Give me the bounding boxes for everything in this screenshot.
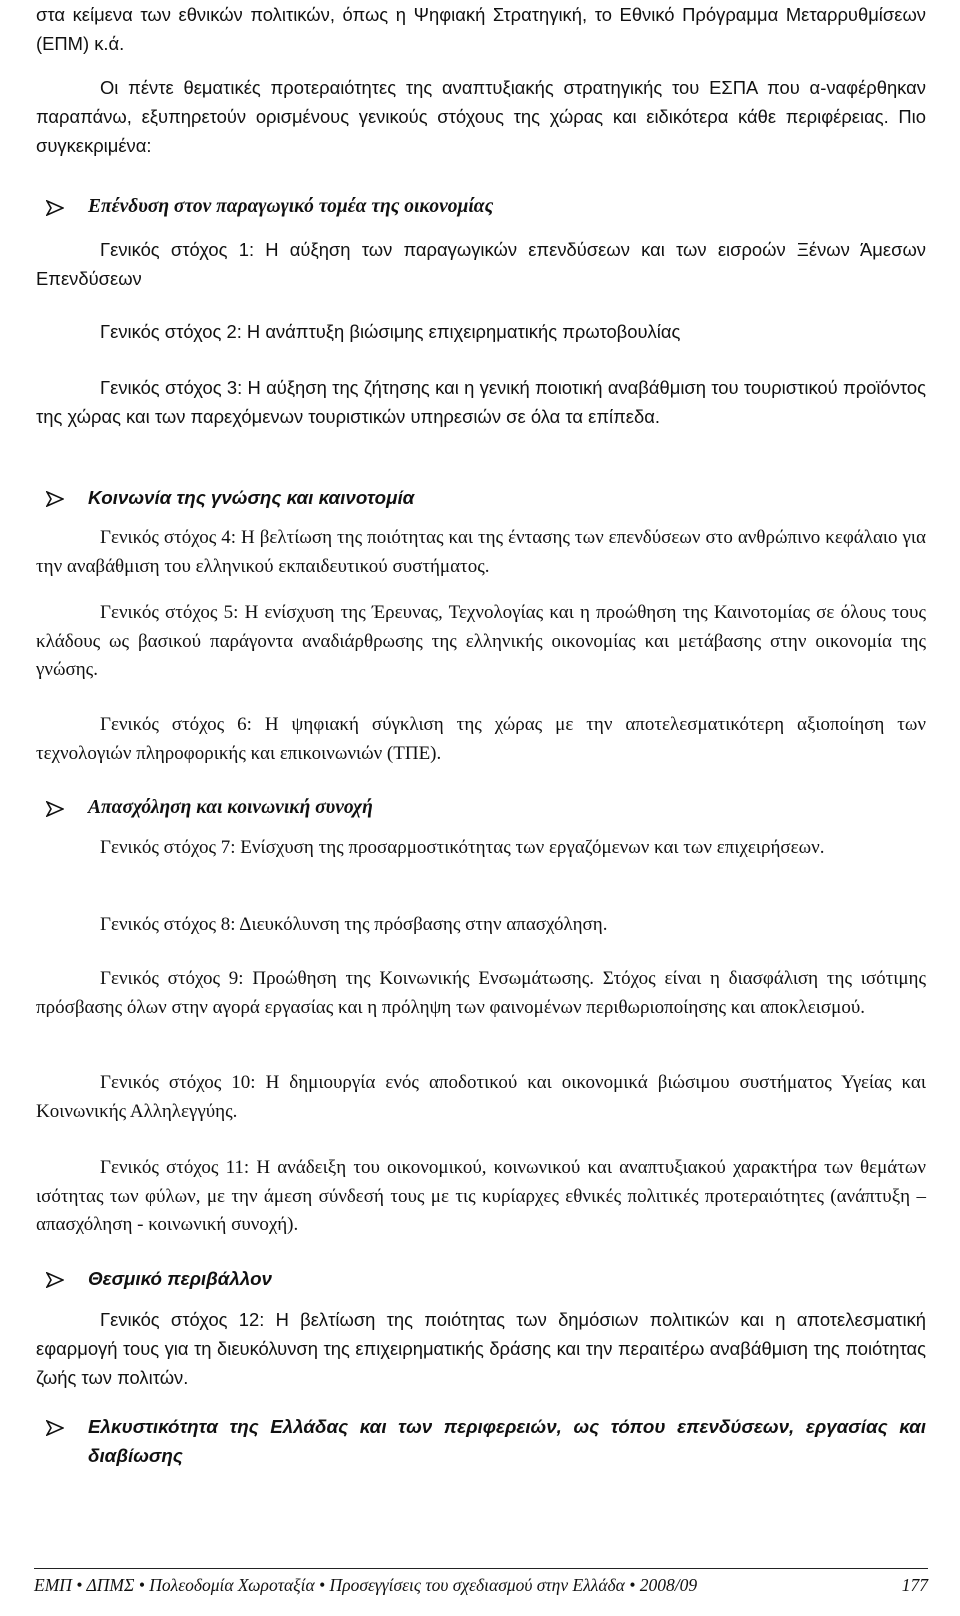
goal-2: Γενικός στόχος 2: Η ανάπτυξη βιώσιμης επιχειρηματικής πρωτοβουλίας [100,321,681,342]
section-investment-heading [36,193,926,222]
goal-7: Γενικός στόχος 7: Ενίσχυση της προσαρμοστικότητας των εργαζόμενων και των επιχειρήσεων. [100,837,825,858]
section-attractiveness-heading [36,1413,926,1470]
footer-divider [34,1568,928,1569]
arrowhead-bullet-icon [46,491,64,507]
section-title: Κοινωνία της γνώσης και καινοτομία [88,487,415,508]
footer-course-info: ΕΜΠ • ΔΠΜΣ • Πολεοδομία Χωροταξία • Προσεγγίσεις του σχεδιασμού στην Ελλάδα • 2008/09 [34,1575,698,1595]
goal-4: Γενικός στόχος 4: Η βελτίωση της ποιότητας και της έντασης των επενδύσεων στο ανθρώπινο κεφάλαιο για την αναβάθμιση του ελληνικού εκπαιδευτικού συστήματος. [36,527,926,577]
goal-11: Γενικός στόχος 11: Η ανάδειξη του οικονομικού, κοινωνικού και αναπτυξιακού χαρακτήρα των θεμάτων ισότητας των φύλων, με την άμεση σύνδεσή τους με τις κυρίαρχες εθνικές πολιτικές προτεραιότητες (ανάπτυξη – απασχόληση - κοινωνική συνοχή). [36,1157,926,1236]
page-number: 177 [901,1575,928,1595]
intro-continuation: στα κείμενα των εθνικών πολιτικών, όπως η Ψηφιακή Στρατηγική, το Εθνικό Πρόγραμμα Μεταρρυθμίσεων (ΕΠΜ) κ.ά. [36,4,926,54]
goal-6: Γενικός στόχος 6: Η ψηφιακή σύγκλιση της χώρας με την αποτελεσματικότερη αξιοποίηση των τεχνολογιών πληροφορικής και επικοινωνιών (ΤΠΕ). [36,714,926,764]
page-footer [34,1570,928,1600]
arrowhead-bullet-icon [46,200,64,216]
section-title: Απασχόληση και κοινωνική συνοχή [88,797,373,818]
goal-8: Γενικός στόχος 8: Διευκόλυνση της πρόσβασης στην απασχόληση. [100,914,608,935]
intro-paragraph: Οι πέντε θεματικές προτεραιότητες της αναπτυξιακής στρατηγικής του ΕΣΠΑ που α-ναφέρθηκαν παραπάνω, εξυπηρετούν ορισμένους γενικούς στόχους της χώρας και ειδικότερα κάθε περιφέρειας. Πιο συγκεκριμένα: [36,77,926,156]
section-knowledge-heading [36,484,926,513]
goal-5: Γενικός στόχος 5: Η ενίσχυση της Έρευνας, Τεχνολογίας και η προώθηση της Καινοτομίας σε όλους τους κλάδους ως βασικού παράγοντα αναδιάρθρωσης της ελληνικής οικονομίας και μετάβασης στην οικονομία της γνώσης. [36,602,926,681]
section-title: Ελκυστικότητα της Ελλάδας και των περιφερειών, ως τόπου επενδύσεων, εργασίας και διαβίωσης [88,1416,926,1466]
section-employment-heading [36,794,926,823]
section-institutional-heading [36,1265,926,1294]
goal-3: Γενικός στόχος 3: Η αύξηση της ζήτησης και η γενική ποιοτική αναβάθμιση του τουριστικού προϊόντος της χώρας και των παρεχόμενων τουριστικών υπηρεσιών σε όλα τα επίπεδα. [36,377,926,427]
section-title: Θεσμικό περιβάλλον [88,1268,272,1289]
goal-1: Γενικός στόχος 1: Η αύξηση των παραγωγικών επενδύσεων και των εισροών Ξένων Άμεσων Επενδύσεων [36,239,926,289]
goal-12: Γενικός στόχος 12: Η βελτίωση της ποιότητας των δημόσιων πολιτικών και η αποτελεσματική εφαρμογή τους για τη διευκόλυνση της επιχειρηματικής δράσης και την περαιτέρω αναβάθμιση της ποιότητας ζωής των πολιτών. [36,1309,926,1388]
arrowhead-bullet-icon [46,1272,64,1288]
arrowhead-bullet-icon [46,1420,64,1436]
goal-10: Γενικός στόχος 10: Η δημιουργία ενός αποδοτικού και οικονομικά βιώσιμου συστήματος Υγείας και Κοινωνικής Αλληλεγγύης. [36,1072,926,1122]
goal-9: Γενικός στόχος 9: Προώθηση της Κοινωνικής Ενσωμάτωσης. Στόχος είναι η διασφάλιση της ισότιμης πρόσβασης όλων στην αγορά εργασίας και η πρόληψη των φαινομένων περιθωριοποίησης και αποκλεισμού. [36,968,926,1018]
section-title: Επένδυση στον παραγωγικό τομέα της οικονομίας [88,196,494,217]
arrowhead-bullet-icon [46,801,64,817]
